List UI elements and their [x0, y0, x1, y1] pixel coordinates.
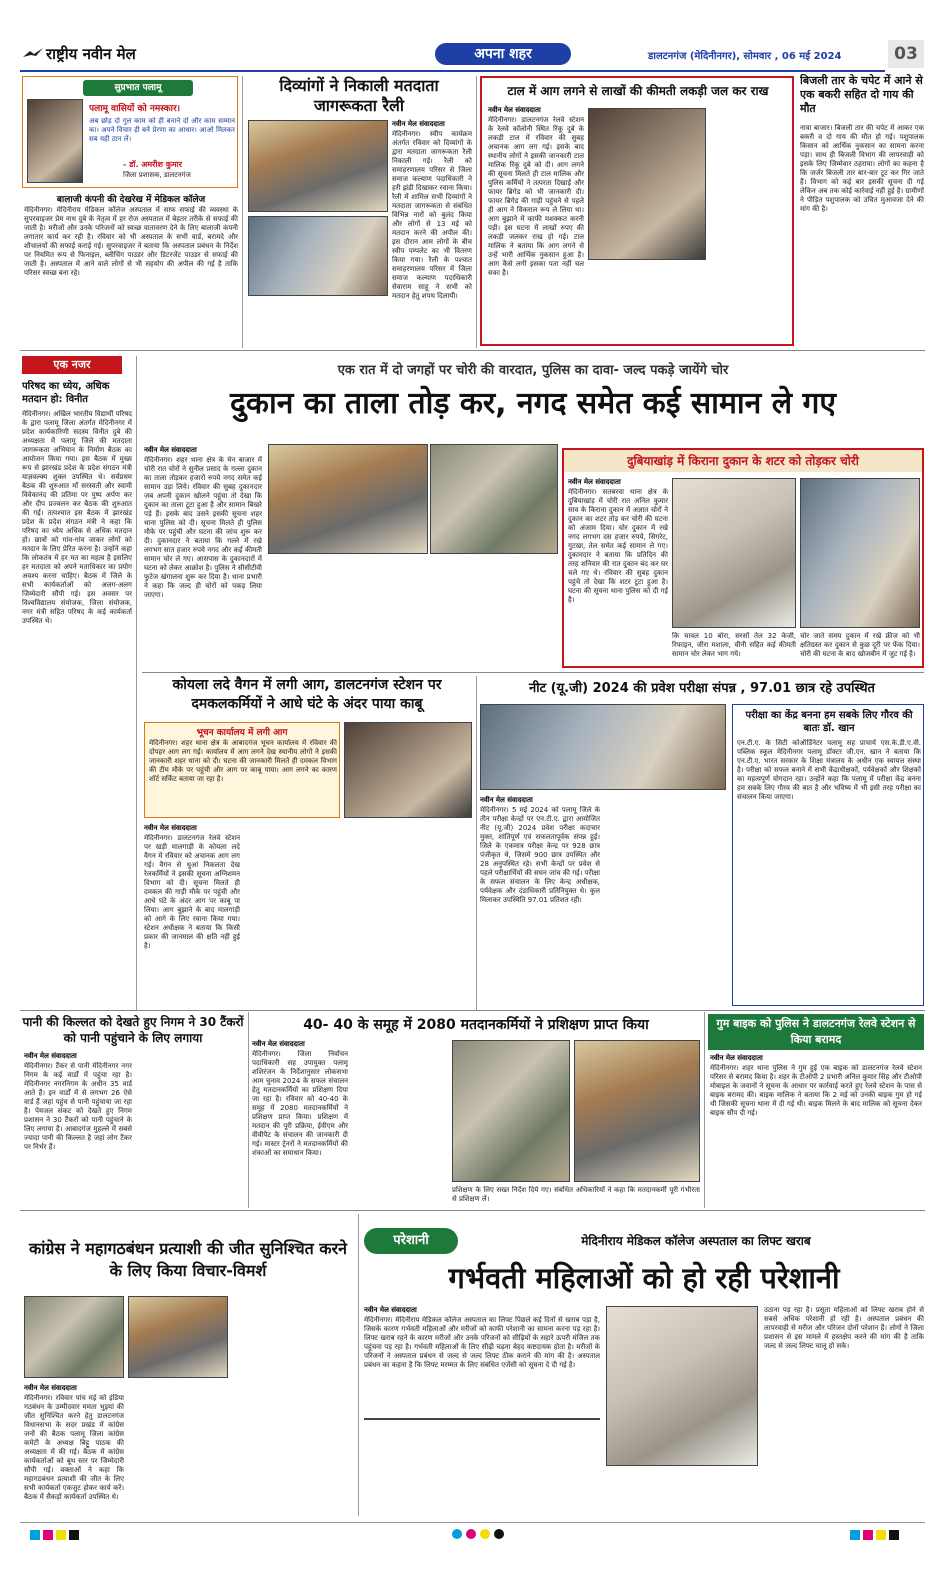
dubiyakhand-photo-1 — [672, 478, 796, 628]
designation: जिला प्रशासक, डालटनगंज — [123, 171, 191, 179]
masthead-rule — [20, 70, 885, 72]
section-banner — [435, 43, 571, 65]
dubiyakhand-body: मेदिनीनगर। सतबरवा थाना क्षेत्र के दुबियाखांड़ में चोरी रात अनिल कुमार साव के किराना दुकान में अज्ञात चोरों ने दुकान का शटर तोड़ कर चोरी की घटना को अंजाम दिया। चोर दुकान में रखे नगद लगभग दस हजार रुपये, सिगरेट, गुटखा, तेल समेत कई सामान ले गए। दुकानदार ने बताया कि प्रतिदिन की तरह शनिवार की रात दुकान बंद कर घर चले गए थे। रविवार की सुबह दुकान पहुंचे तो देखा कि शटर टूटा हुआ है। घटना की सूचना थाना पुलिस को दी गई है। — [568, 488, 668, 604]
lift-body-col3 — [606, 1470, 758, 1512]
cyan-dot — [452, 1529, 462, 1539]
divyang-photo — [248, 120, 388, 212]
suprabhat-box — [22, 76, 238, 188]
ek-nazar-tag-text: एक नजर — [53, 358, 91, 371]
section-rule — [142, 672, 924, 673]
suprabhat-tag-text: सुप्रभात पलामू — [114, 83, 162, 93]
taal-body: मेदिनीनगर। डालटनगंज रेलवे स्टेशन के रेलवे कॉलोनी स्थित रिंकू दुबे के लकड़ी टाल में रविवार की सुबह अचानक आग लग गई। इसके बाद स्थानीय लोगों ने इसकी जानकारी टाल मालिक रिंकू दुबे को दी। आग लगने की सूचना मिलते ही टाल मालिक और पुलिस कर्मियों ने तत्परता दिखाई और फायर ब्रिगेड को भी जानकारी दी। फायर ब्रिगेड की गाड़ी पहुंचने से पहले ही आग ने विकराल रूप ले लिया था। आग बुझाने में काफी मशक्कत करनी पड़ी। इस घटना में लाखों रुपए की लकड़ी जलकर राख हो गई। टाल मालिक ने बताया कि आग लगने से उन्हें भारी आर्थिक नुकसान हुआ है। आग कैसे लगी इसका पता नहीं चल सका है। — [488, 116, 584, 277]
neet-body: मेदिनीनगर। 5 मई 2024 को पलामू जिले के तीन परीक्षा केन्द्रों पर एन.टी.ए. द्वारा आयोजित नीट (यू.जी) 2024 प्रवेश परीक्षा कदाचार मुक्त, शांतिपूर्ण एवं सफलतापूर्वक संपन्न हुई। जिले के एकमात्र परीक्षा केन्द्र पर 928 छात्र पंजीकृत थे, जिसमें 900 छात्र उपस्थित और 28 अनुपस्थित रहे। सभी केन्द्रों पर प्रवेश से पहले परीक्षार्थियों की सघन जांच की गई। परीक्षा के सफल संचालन के लिए केन्द्र अधीक्षक, पर्यवेक्षक और दंडाधिकारी प्रतिनियुक्त थे। कुल मिलाकर उपस्थिति 97.01 प्रतिशत रही। — [480, 806, 600, 904]
cyan-swatch — [850, 1530, 860, 1540]
bijli-headline: बिजली तार के चपेट में आने से एक बकरी सहित दो गाय की मौत — [800, 74, 923, 115]
lift-tag-text: परेशानी — [393, 1233, 429, 1248]
magenta-dot — [466, 1529, 476, 1539]
magenta-swatch — [43, 1530, 53, 1540]
koyla-body-col2 — [244, 824, 340, 1006]
dubiyakhand-caption-2: चोर जाते समय दुकान में रखे फ्रीज को भी क्षतिग्रस्त कर दुकान से कुछ दूरी पर फेंक दिया। चोरी की घटना के बाद खोजबीन में जुट गई है। — [800, 632, 920, 658]
koyla-box-title: भूचन कार्यालय में लगी आग — [196, 728, 288, 738]
divyang-body-lower — [248, 216, 388, 340]
divyang-headline: दिव्यांगों ने निकाली मतदाता जागरूकता रैली — [279, 76, 439, 115]
koyla-box-body: मेदिनीनगर। शहर थाना क्षेत्र के आबादगंज भूचन कार्यालय में रविवार की दोपहर आग लग गई। कार्यालय में आग लगने देख स्थानीय लोगों ने इसकी जानकारी शहर थाना को दी। घटना की जानकारी मिलते ही दमकल विभाग की टीम मौके पर पहुंची और आग पर काबू पाया। आग लगने का कारण शॉर्ट सर्किट बताया जा रहा है। — [149, 739, 337, 783]
black-swatch — [69, 1530, 79, 1540]
congress-body-col3 — [232, 1296, 354, 1512]
divyang-body: मेदिनीनगर। स्वीप कार्यक्रम अंतर्गत रविवार को दिव्यांगों के द्वारा मतदाता जागरूकता रैली निकाली गई। रैली को समाहरणालय परिसर से जिला समाज कल्याण पदाधिकारी ने हरी झंडी दिखाकर रवाना किया। रैली में शामिल सभी दिव्यांगों ने मतदाता जागरूकता से संबंधित विभिन्न नारों को बुलंद किया और लोगों से 13 मई को मतदान करने की अपील की। इस दौरान आम लोगों के बीच स्वीप पम्पलेट का भी वितरण किया गया। रैली के पश्चात समाहरणालय परिसर में जिला समाज कल्याण पदाधिकारी सेवाराम साहू ने सभी को मतदान हेतु शपथ दिलायी। — [392, 130, 472, 300]
bike-headline: गुम बाइक को पुलिस ने डालटनगंज रेलवे स्टेशन से किया बरामद — [716, 1017, 916, 1046]
greeting: पलामू वासियों को नमस्कार। — [89, 104, 181, 114]
chori-headline: दुकान का ताला तोड़ कर, नगद समेत कई सामान ले गए — [229, 386, 837, 421]
masthead — [20, 40, 925, 70]
section-rule — [20, 1210, 925, 1211]
neet-headline: नीट (यू.जी) 2024 की प्रवेश परीक्षा संपन्न , 97.01 छात्र रहे उपस्थित — [529, 681, 875, 696]
lift-body-lower — [364, 1418, 600, 1512]
footer-dots-center — [452, 1524, 508, 1543]
lift-side: उठाना पड़ रहा है। प्रसूता महिलाओं को लिफ्ट खराब होने से सबसे अधिक परेशानी हो रही है। अस्पताल प्रबंधन की लापरवाही से मरीज और परिजन दोनों परेशान हैं। लोगों ने जिला प्रशासन से इस मामले में हस्तक्षेप करने की मांग की है ताकि जल्द से जल्द लिफ्ट चालू हो सके। — [764, 1306, 924, 1350]
congress-headline: कांग्रेस ने महागठबंधन प्रत्याशी की जीत सुनिश्चित करने के लिए किया विचार-विमर्श — [28, 1239, 348, 1280]
lift-kicker: मेदिनीराय मेडिकल कॉलेज अस्पताल का लिफ्ट खराब — [581, 1234, 811, 1248]
bike-body: मेदिनीनगर। शहर थाना पुलिस ने गुम हुई एक बाइक को डालटनगंज रेलवे स्टेशन परिसर से बरामद किया है। शहर के टीओपी 2 प्रभारी अनिल कुमार सिंह और टीओपी मोबाइल के जवानों ने सूचना के आधार पर कार्रवाई करते हुए रेलवे स्टेशन के पास से बाइक बरामद की। बाइक मालिक ने बताया कि 2 मई को उनकी बाइक गुम हो गई थी जिसकी सूचना थाना में दी गई थी। बाइक मिलने के बाद मालिक को सूचना देकर बाइक सौंप दी गई। — [710, 1064, 922, 1117]
col-rule — [704, 1012, 705, 1208]
pani-body: मेदिनीनगर। टैंकर से पानी मेदिनीनगर नगर निगम के कई वार्डों में पहुंचा रहा है। मेदिनीनगर नगरनिगम के अधीन 35 वार्ड आते हैं। इन वार्डों में से लगभग 26 ऐसे वार्ड हैं जहां पहुंच से पानी पहुंचाया जा रहा है। पेयजल संकट को देखते हुए निगम प्रशासन ने 30 टैंकरों को पानी पहुंचाने के लिए लगाया है। आबादगंज मुहल्ले में सबसे ज्यादा पानी की किल्लत है जहां लोग टैंकर पर निर्भर हैं। — [24, 1062, 132, 1151]
congress-photo-2 — [128, 1296, 228, 1378]
bird-logo-icon — [22, 46, 44, 60]
divyang-byline: नवीन मेल संवाददाता — [392, 120, 445, 128]
suprabhat-tag — [83, 80, 193, 96]
chori-photo-shop — [268, 444, 428, 554]
magenta-swatch — [863, 1530, 873, 1540]
prashikshan-body-col2 — [352, 1040, 448, 1204]
footer-swatches-right — [850, 1525, 902, 1544]
koyla-body: मेदिनीनगर। डालटनगंज रेलवे स्टेशन पर खड़ी मालगाड़ी के कोयला लदे वैगन में रविवार को अचानक आग लग गई। वैगन से धुआं निकलता देख रेलकर्मियों ने इसकी सूचना अग्निशमन विभाग को दी। सूचना मिलते ही दमकल की गाड़ी मौके पर पहुंची और आधे घंटे के अंदर आग पर काबू पा लिया। आग बुझाने के बाद मालगाड़ी को आगे के लिए रवाना किया गया। स्टेशन अधीक्षक ने बताया कि किसी प्रकार की जानमाल की क्षति नहीं हुई है। — [144, 834, 240, 950]
lift-headline: गर्भवती महिलाओं को हो रही परेशानी — [448, 1261, 840, 1295]
prashikshan-photo-1 — [452, 1040, 570, 1182]
rally-photo — [248, 216, 388, 296]
pani-headline: पानी की किल्लत को देखते हुए निगम ने 30 टैंकरों को पानी पहुंचाने के लिए लगाया — [22, 1015, 244, 1045]
neet-body-col2 — [604, 796, 726, 1006]
congress-byline: नवीन मेल संवाददाता — [24, 1384, 77, 1392]
koyla-byline: नवीन मेल संवाददाता — [144, 824, 197, 832]
ek-nazar-body: मेदिनीनगर। अखिल भारतीय विद्यार्थी परिषद के द्वारा पलामू जिला अंतर्गत मेदिनीनगर में प्रदेश कार्यकारिणी सदस्य विनीत दुबे की अध्यक्षता में पलामू जिले की मतदाता जागरूकता अभियान के निर्माण बैठक का आयोजन किया गया। इस बैठक में मुख्य रूप से झारखंड प्रदेश के प्रदेश संगठन मंत्री याज्ञवल्क्य शुक्ल उपस्थित थे। सर्वप्रथम बैठक की शुरुआत माँ सरस्वती और स्वामी विवेकानंद की प्रतिमा पर पुष्प अर्पण कर और दीप प्रज्वलन कर बैठक की शुरुआत की गई। तत्पश्चात इस बैठक में झारखंड प्रदेश के प्रदेश संगठन मंत्री ने कहा कि परिषद का ध्येय अधिक से अधिक मतदान हो। छात्रों को गांव-गांव जाकर लोगों को मतदान के लिए प्रेरित करना है। उन्होंने कहा कि लोकतंत्र में हर मत का महत्व है इसलिए हर मतदाता को अपने मताधिकार का प्रयोग अवश्य करना चाहिए। बैठक में जिले के सभी कार्यकर्ताओं को अलग-अलग जिम्मेदारी सौंपी गई। इस अवसर पर विश्वविद्यालय संयोजक, जिला संयोजक, नगर मंत्री सहित परिषद के कई कार्यकर्ता उपस्थित थे। — [22, 410, 132, 625]
dubiyakhand-caption-1: कि चावल 10 बोरा, सरसों तेल 32 केजी, रिफाइन, जीरा मशाला, चीनी सहित कई कीमती सामान चोर लेकर भाग गये। — [672, 632, 796, 658]
col-rule — [476, 676, 477, 1010]
balaji-body: मेदिनीनगर। मेदिनीराय मेडिकल कॉलेज अस्पताल में साफ सफाई की व्यवस्था के सुपरवाइजर प्रेम नाथ दुबे के नेतृत्व में हर रोज अस्पताल में बेहतर तरीके से सफाई की जाती है। मरीजों और उनके परिजनों को स्वच्छ वातावरण देने के लिए बालाजी कंपनी लगातार कार्य कर रही है। रविवार को भी अस्पताल के सभी वार्ड, बरामदे और शौचालयों की सफाई कराई गई। सुपरवाइजर ने बताया कि अस्पताल प्रबंधन के निर्देश पर नियमित रूप से फिनाइल, ब्लीचिंग पाउडर और डिटरजेंट पाउडर से सफाई की जाती है। अस्पताल में आने वाले लोगों से भी सहयोग की अपील की गई है ताकि परिसर स्वच्छ बना रहे। — [24, 206, 238, 277]
col-rule — [358, 1214, 359, 1516]
neet-side-box — [732, 704, 924, 1006]
col-rule — [242, 76, 243, 348]
black-swatch — [889, 1530, 899, 1540]
prashikshan-caption: प्रशिक्षण के लिए सख्त निर्देश दिये गए। संबंधित अधिकारियों ने कहा कि मतदानकर्मी पूरी गंभीरता से प्रशिक्षण लें। — [452, 1186, 700, 1203]
yellow-swatch — [56, 1530, 66, 1540]
taal-body-col3 — [710, 108, 790, 342]
koyla-photo — [344, 722, 472, 818]
yellow-swatch — [876, 1530, 886, 1540]
dateline: डालटनगंज (मेदिनीनगर), सोमवार , 06 मई 2024 — [648, 51, 842, 62]
signature: - डॉ. अमरीश कुमार — [123, 160, 183, 169]
chori-body-cont — [268, 558, 558, 668]
prashikshan-photo-2 — [574, 1040, 700, 1182]
congress-photo-1 — [24, 1296, 124, 1378]
taal-headline: टाल में आग लगने से लाखों की कीमती लकड़ी जल कर राख — [507, 84, 769, 98]
congress-body-col2 — [128, 1384, 228, 1512]
yellow-dot — [480, 1529, 490, 1539]
black-dot — [494, 1529, 504, 1539]
neet-byline: नवीन मेल संवाददाता — [480, 796, 533, 804]
lift-body: मेदिनीनगर। मेदिनीराय मेडिकल कॉलेज अस्पताल का लिफ्ट पिछले कई दिनों से खराब पड़ा है, जिसके कारण गर्भवती महिलाओं और मरीजों को काफी परेशानी का सामना करना पड़ रहा है। लिफ्ट खराब रहने के कारण मरीजों और उनके परिजनों को सीढ़ियों के सहारे ऊपरी मंजिल तक पहुंचना पड़ रहा है। गर्भवती महिलाओं के लिए सीढ़ी चढ़ना बेहद कष्टदायक होता है। मरीजों के परिजनों ने अस्पताल प्रबंधन से जल्द से जल्द लिफ्ट ठीक कराने की मांग की है। अस्पताल प्रबंधन का कहना है कि लिफ्ट मरम्मत के लिए संबंधित एजेंसी को सूचना दे दी गई है। — [364, 1316, 600, 1369]
congress-body: मेदिनीनगर। रविवार पांच मई को इंडिया गठबंधन के उम्मीदवार ममता भुइयां की जीत सुनिश्चित करने हेतु डालटनगंज विधानसभा के सदर प्रखंड में कांग्रेस जनों की बैठक पलामू जिला कांग्रेस कमेटी के अध्यक्ष बिट्टू पाठक की अध्यक्षता में की गई। बैठक में कांग्रेस कार्यकर्ताओं को बूथ स्तर पर जिम्मेदारी सौंपी गई। वक्ताओं ने कहा कि महागठबंधन प्रत्याशी की जीत के लिए सभी कार्यकर्ता एकजुट होकर कार्य करें। बैठक में सैकड़ों कार्यकर्ता उपस्थित थे। — [24, 1394, 124, 1501]
chori-photo-crowd — [430, 444, 558, 554]
prashikshan-byline: नवीन मेल संवाददाता — [252, 1040, 305, 1048]
col-rule — [248, 1012, 249, 1208]
ek-nazar-tag — [22, 356, 122, 374]
chori-body: मेदिनीनगर। शहर थाना क्षेत्र के मेन बाजार में चोरी रात चोरों ने सुनील प्रसाद के गल्ला दुकान का ताला तोड़कर हजारों रुपये नगद समेत कई सामान उड़ा लिये। रविवार की सुबह दुकानदार जब अपनी दुकान खोलने पहुंचा तो देखा कि दुकान का ताला टूटा हुआ है और सामान बिखरे पड़े हैं। इसके बाद उसने इसकी सूचना शहर थाना पुलिस को दी। सूचना मिलते ही पुलिस मौके पर पहुंची और घटना की जांच शुरू कर दी। दुकानदार ने बताया कि गल्ले में रखे लगभग सात हजार रुपये नगद और कई कीमती सामान चोर ले गए। आसपास के दुकानदारों में घटना को लेकर आक्रोश है। पुलिस ने सीसीटीवी फुटेज खंगालना शुरू कर दिया है। थाना प्रभारी ने कहा कि जल्द ही चोरों को पकड़ लिया जाएगा। — [144, 456, 262, 599]
lift-byline: नवीन मेल संवाददाता — [364, 1306, 417, 1314]
prashikshan-body: मेदिनीनगर। जिला निर्वाचन पदाधिकारी सह उपायुक्त पलामू शशिरंजन के निर्देशानुसार लोकसभा आम चुनाव 2024 के सफल संचालन हेतु मतदानकर्मियों का प्रशिक्षण दिया जा रहा है। रविवार को 40-40 के समूह में 2080 मतदानकर्मियों ने प्रशिक्षण प्राप्त किया। प्रशिक्षण में मतदान की पूरी प्रक्रिया, ईवीएम और वीवीपैट के संचालन की जानकारी दी गई। मास्टर ट्रेनरों ने मतदानकर्मियों की शंकाओं का समाधान किया। — [252, 1050, 348, 1157]
koyla-box — [144, 722, 340, 818]
chori-byline: नवीन मेल संवाददाता — [144, 446, 197, 454]
neet-side-headline: परीक्षा का केंद्र बनना हम सबके लिए गौरव की बातः डॉ. खान — [745, 710, 913, 734]
author-photo — [27, 99, 83, 183]
fire-photo — [588, 108, 706, 260]
col-rule — [136, 356, 137, 1010]
dubiyakhand-headline: दुबियाखांड़ में किराना दुकान के शटर को तोड़कर चोरी — [564, 450, 922, 472]
dubiyakhand-photo-2 — [800, 478, 920, 628]
footer-registration-bar — [20, 1522, 925, 1534]
dubiyakhand-box — [562, 448, 924, 668]
lift-tag — [364, 1228, 458, 1254]
ek-nazar-headline: परिषद का ध्येय, अधिक मतदान हो: विनीत — [22, 381, 110, 405]
bike-headline-box — [708, 1014, 924, 1050]
koyla-body-col3 — [344, 824, 472, 1006]
pani-byline: नवीन मेल संवाददाता — [24, 1052, 77, 1060]
taal-box — [480, 76, 794, 346]
section-rule — [20, 350, 925, 351]
col-rule — [476, 76, 477, 348]
bijli-body: नावा बाजार। बिजली तार की चपेट में आकर एक बकरी व दो गाय की मौत हो गई। पशुपालक किसान को आर्थिक नुकसान का सामना करना पड़ा। साथ ही बिजली विभाग की लापरवाही को इसके लिए जिम्मेवार ठहराया। लोगों का कहना है कि जर्जर बिजली तार बार-बार टूट कर गिर जाते हैं। विभाग को कई बार इसकी सूचना दी गई लेकिन अब तक कोई कार्रवाई नहीं हुई है। ग्रामीणों ने पीड़ित पशुपालक को उचित मुआवजा देने की मांग की है। — [800, 124, 924, 213]
suprabhat-quote: अब छोड़ दो गुल काम को ही बनाने दो और काम सम्मान का। अपने विचार ही बनें प्रेरणा का आधार। आओ मिलकर सब यही ठान लें। — [89, 117, 235, 143]
dubiyakhand-byline: नवीन मेल संवाददाता — [568, 478, 621, 486]
paper-name: राष्ट्रीय नवीन मेल — [46, 45, 136, 63]
footer-swatches-left — [30, 1525, 82, 1544]
prashikshan-headline: 40- 40 के समूह में 2080 मतदानकर्मियों ने प्रशिक्षण प्राप्त किया — [303, 1017, 649, 1033]
section-title: अपना शहर — [474, 46, 532, 62]
neet-side-body: एन.टी.ए. के सिटी कोऑर्डिनेटर पलामू सह प्राचार्य एस.के.डी.ए.वी. पब्लिक स्कूल मेदिनीनगर पलामू डॉक्टर जी.एन. खान ने बताया कि एन.टी.ए. भारत सरकार के शिक्षा मंत्रालय के अधीन एक स्वायत्त संस्था है। परीक्षा को सफल बनाने में सभी केंद्राधीक्षकों, पर्यवेक्षकों और शिक्षकों का महत्वपूर्ण योगदान रहा। उन्होंने कहा कि पलामू में परीक्षा केंद्र बनना हम सबके लिए गौरव की बात है और भविष्य में भी इसी तरह परीक्षा का संचालन किया जाएगा। — [737, 739, 921, 801]
koyla-headline: कोयला लदे वैगन में लगी आग, डालटनगंज स्टेशन पर दमकलकर्मियों ने आधे घंटे के अंदर पाया काबू — [172, 677, 442, 712]
page-number: 03 — [888, 40, 924, 68]
lift-photo-2 — [606, 1306, 758, 1466]
taal-byline: नवीन मेल संवाददाता — [488, 106, 541, 114]
neet-photo — [480, 704, 726, 790]
balaji-headline: बालाजी कंपनी की देखरेख में मेडिकल कॉलेज — [56, 195, 206, 205]
pani-body-col2 — [136, 1052, 244, 1204]
cyan-swatch — [30, 1530, 40, 1540]
bike-byline: नवीन मेल संवाददाता — [710, 1054, 763, 1062]
section-rule — [20, 1010, 925, 1011]
chori-kicker: एक रात में दो जगहों पर चोरी की वारदात, पुलिस का दावा- जल्द पकड़े जायेंगे चोर — [337, 363, 729, 378]
